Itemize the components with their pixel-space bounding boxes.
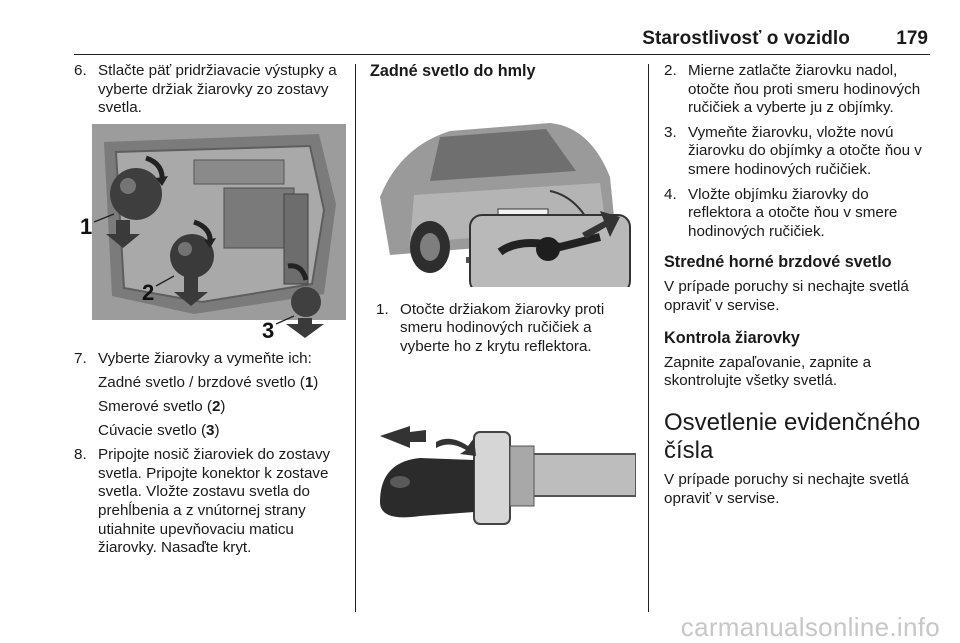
bulb-3 bbox=[291, 287, 321, 317]
step-7 bbox=[74, 350, 346, 440]
bulb-item-2: Smerové svetlo (2) bbox=[98, 397, 226, 415]
header-rule bbox=[74, 54, 930, 55]
step-3 bbox=[664, 124, 930, 180]
tail-light-bulb-holder-figure bbox=[74, 124, 346, 346]
step-text: Stlačte päť pridržiavacie výstupky a vyberte držiak žiarovky zo zostavy svetla. bbox=[98, 62, 337, 117]
section-heading-brake-light: Stredné horné brzdové svetlo bbox=[664, 253, 892, 272]
column-2 bbox=[370, 62, 638, 560]
step-6 bbox=[74, 62, 346, 118]
step-number: 1. bbox=[376, 300, 389, 318]
step-number: 2. bbox=[664, 62, 677, 79]
step-text: Mierne zatlačte žiarovku nadol, otočte ňou proti smeru hodinových ručičiek a vyberte ju z objímky. bbox=[688, 62, 921, 117]
callout-3: 3 bbox=[262, 317, 275, 343]
section-heading-rear-fog-light: Zadné svetlo do hmly bbox=[370, 62, 536, 80]
step-2 bbox=[664, 62, 930, 118]
section-heading-bulb-check: Kontrola žiarovky bbox=[664, 329, 800, 348]
watermark: carmanualsonline.info bbox=[680, 612, 940, 642]
section-text-bulb-check: Zapnite zapaľovanie, zapnite a skontrolujte všetky svetlá. bbox=[664, 353, 872, 390]
column-divider-2 bbox=[648, 64, 649, 612]
step-text: Vyberte žiarovky a vymeňte ich: bbox=[98, 349, 312, 367]
bulb-item-3: Cúvacie svetlo (3) bbox=[98, 421, 220, 439]
arrow-down-icon bbox=[286, 318, 324, 338]
fog-bulb-socket-figure bbox=[370, 412, 636, 560]
rear-fog-light-car-figure bbox=[370, 87, 632, 287]
step-1 bbox=[376, 301, 638, 357]
page-number: 179 bbox=[896, 28, 928, 49]
step-text: Pripojte nosič žiaroviek do zostavy svetla. Pripojte konektor k zostave svetla. Vložte zostavu svetla do prehĺbenia a z vnútornej strany utiahnite upevňovaciu maticu žiarovky. Nasaďte kryt. bbox=[98, 446, 331, 557]
bulb-list bbox=[98, 374, 346, 440]
callout-2: 2 bbox=[142, 279, 155, 305]
column-1 bbox=[74, 62, 346, 564]
section-text-brake-light: V prípade poruchy si nechajte svetlá opraviť v servise. bbox=[664, 277, 909, 314]
step-text: Vymeňte žiarovku, vložte novú žiarovku do objímky a otočte ňou v smere hodinových ručičiek. bbox=[688, 123, 922, 178]
step-text: Vložte objímku žiarovky do reflektora a otočte ňou v smere hodinových ručičiek. bbox=[688, 185, 898, 240]
step-8 bbox=[74, 446, 346, 558]
step-number: 8. bbox=[74, 446, 87, 464]
column-divider-1 bbox=[355, 64, 356, 612]
bulb-1 bbox=[110, 168, 162, 220]
callout-1: 1 bbox=[80, 213, 93, 239]
step-number: 7. bbox=[74, 349, 87, 367]
step-text: Otočte držiakom žiarovky proti smeru hodinových ručičiek a vyberte ho z krytu reflektora. bbox=[400, 300, 605, 355]
step-4 bbox=[664, 186, 930, 242]
section-text-license-plate-light: V prípade poruchy si nechajte svetlá opraviť v servise. bbox=[664, 470, 909, 507]
step-number: 6. bbox=[74, 62, 87, 79]
step-number: 3. bbox=[664, 123, 677, 141]
step-number: 4. bbox=[664, 185, 677, 203]
section-heading-license-plate-light: Osvetlenie evidenčného čísla bbox=[664, 408, 921, 464]
bulb-item-1: Zadné svetlo / brzdové svetlo (1) bbox=[98, 374, 319, 392]
column-3 bbox=[664, 62, 930, 508]
page-header-title: Starostlivosť o vozidlo bbox=[642, 28, 850, 49]
